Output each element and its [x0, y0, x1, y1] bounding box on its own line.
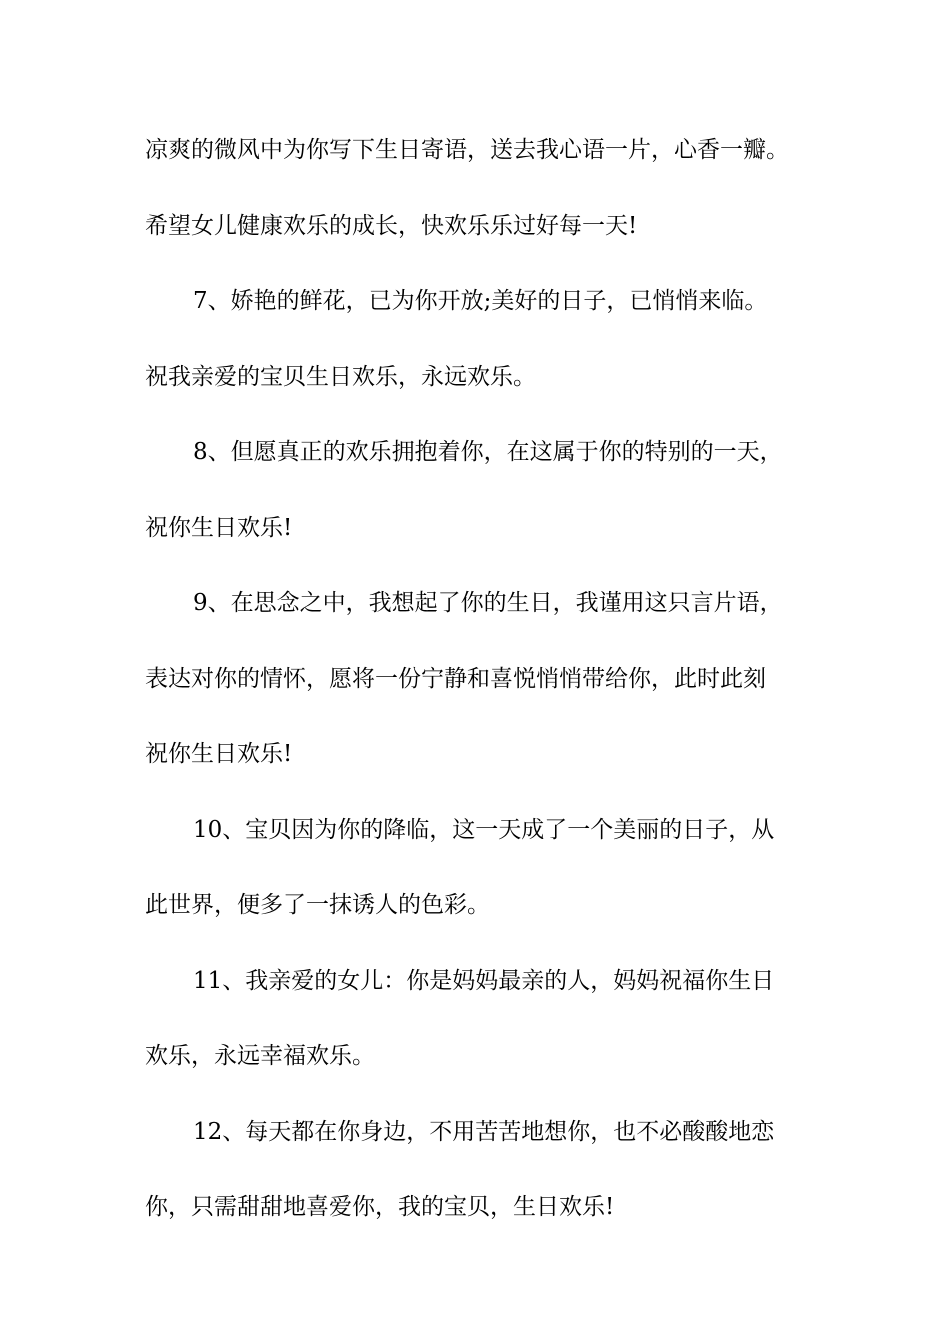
- text-line: 祝你生日欢乐!: [145, 741, 293, 767]
- text-line: 希望女儿健康欢乐的成长，快欢乐乐过好每一天!: [145, 212, 638, 239]
- text-line: 表达对你的情怀，愿将一份宁静和喜悦悄悄带给你，此时此刻: [145, 665, 766, 692]
- paragraph-start-9: 9、在思念之中，我想起了你的生日，我谨用这只言片语，: [193, 590, 783, 616]
- text-line: 欢乐，永远幸福欢乐。: [145, 1043, 375, 1069]
- paragraph-start-7: 7、娇艳的鲜花，已为你开放;美好的日子，已悄悄来临。: [193, 288, 768, 314]
- text-line: 凉爽的微风中为你写下生日寄语，送去我心语一片，心香一瓣。: [145, 137, 789, 163]
- text-line: 此世界，便多了一抹诱人的色彩。: [145, 892, 490, 918]
- paragraph-start-8: 8、但愿真正的欢乐拥抱着你，在这属于你的特别的一天，: [193, 439, 783, 465]
- document-body: [145, 124, 835, 1257]
- paragraph-start-10: 10、宝贝因为你的降临，这一天成了一个美丽的日子，从: [193, 816, 775, 843]
- text-line: 祝你生日欢乐!: [145, 514, 293, 541]
- text-line: 你，只需甜甜地喜爱你，我的宝贝，生日欢乐!: [145, 1194, 615, 1220]
- paragraph-start-11: 11、我亲爱的女儿：你是妈妈最亲的人，妈妈祝福你生日: [193, 967, 775, 994]
- paragraph-start-12: 12、每天都在你身边，不用苦苦地想你，也不必酸酸地恋: [193, 1118, 775, 1145]
- text-line: 祝我亲爱的宝贝生日欢乐，永远欢乐。: [145, 363, 536, 390]
